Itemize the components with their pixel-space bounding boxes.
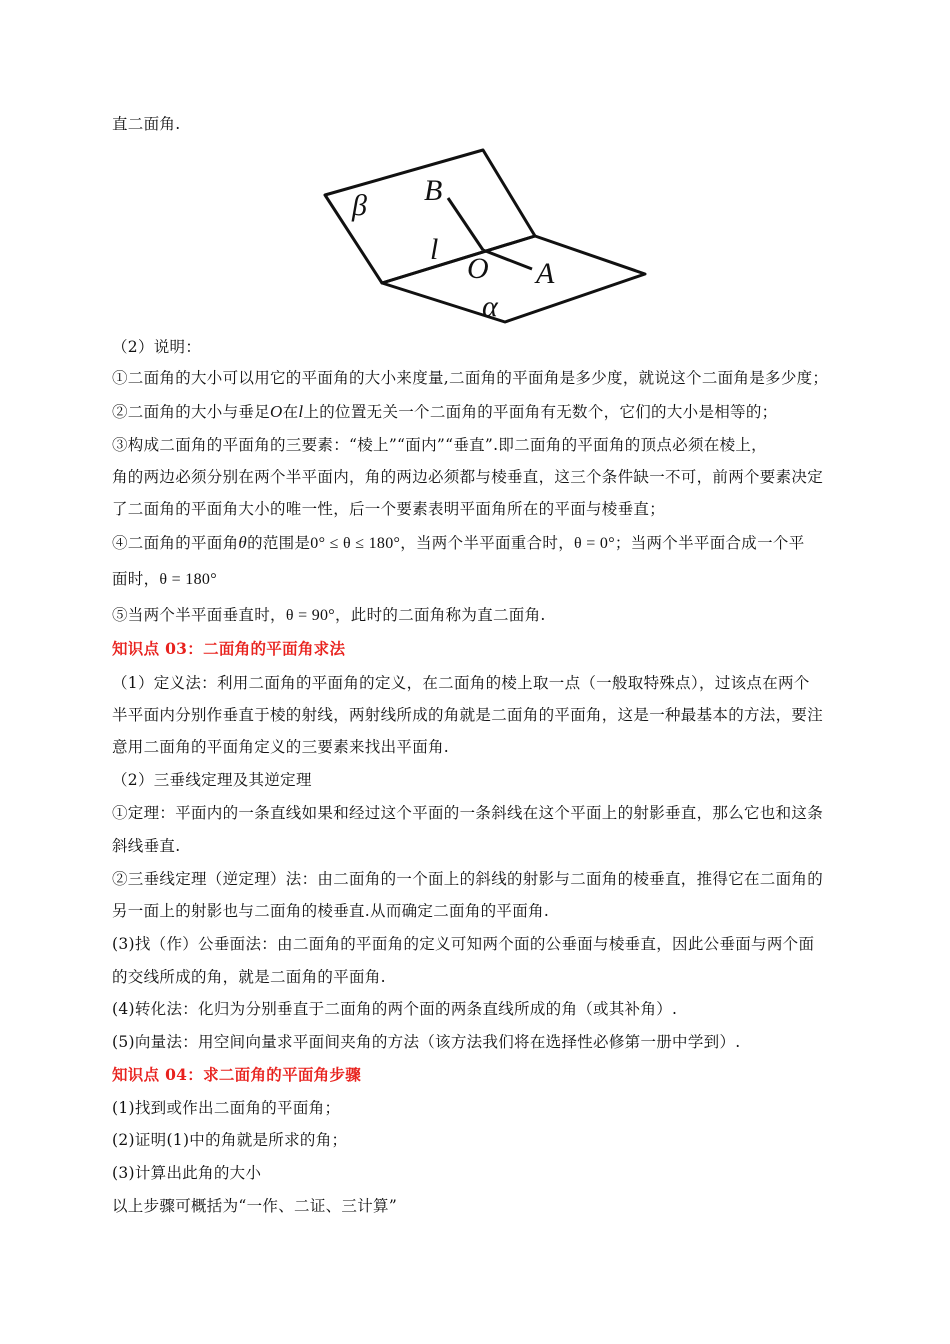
method-definition-line1: （1）定义法：利用二面角的平面角的定义，在二面角的棱上取一点（一般取特殊点），过该点在两个	[112, 674, 810, 692]
label-beta: β	[352, 189, 367, 222]
explain-p3-line1: ③构成二面角的平面角的三要素：“棱上”“面内”“垂直”.即二面角的平面角的顶点必须在棱上，	[112, 436, 767, 454]
explain-p3-line2: 角的两边必须分别在两个半平面内，角的两边必须都与棱垂直，这三个条件缺一不可，前两个要素决定	[112, 468, 824, 486]
explain-p5: ⑤当两个半平面垂直时，θ = 90°，此时的二面角称为直二面角.	[112, 606, 546, 624]
dihedral-angle-figure	[320, 140, 660, 330]
step-1: (1)找到或作出二面角的平面角；	[112, 1099, 341, 1117]
explain-p1: ①二面角的大小可以用它的平面角的大小来度量,二面角的平面角是多少度，就说这个二面角是多少度；	[112, 369, 829, 387]
method-transformation: (4)转化法：化归为分别垂直于二面角的两个面的两条直线所成的角（或其补角）.	[112, 1000, 678, 1018]
label-O: O	[467, 252, 489, 285]
heading-section-03: 知识点 03：二面角的平面角求法	[112, 639, 346, 658]
plane-alpha	[382, 236, 645, 322]
inverse-theorem-line1: ②三垂线定理（逆定理）法：由二面角的一个面上的斜线的射影与二面角的棱垂直，推得它在二面角的	[112, 870, 824, 888]
label-A: A	[536, 257, 555, 290]
ray-OB	[448, 198, 483, 250]
explain-p2: ②二面角的大小与垂足O在l上的位置无关一个二面角的平面角有无数个，它们的大小是相等的；	[112, 402, 778, 421]
step-3: (3)计算出此角的大小	[112, 1164, 262, 1182]
inverse-theorem-line2: 另一面上的射影也与二面角的棱垂直.从而确定二面角的平面角.	[112, 902, 550, 920]
method-common-perpendicular-line2: 的交线所成的角，就是二面角的平面角.	[112, 968, 386, 986]
method-common-perpendicular-line1: (3)找（作）公垂面法：由二面角的平面角的定义可知两个面的公垂面与棱垂直，因此公垂面与两个面	[112, 935, 815, 953]
label-alpha: α	[482, 290, 498, 323]
theorem-line2: 斜线垂直.	[112, 837, 181, 855]
method-definition-line2: 半平面内分别作垂直于棱的射线，两射线所成的角就是二面角的平面角，这是一种最基本的方法，要注	[112, 706, 824, 724]
explain-p4-line2: 面时，θ = 180°	[112, 570, 217, 588]
explain-p3-line3: 了二面角的平面角大小的唯一性，后一个要素表明平面角所在的平面与棱垂直；	[112, 500, 666, 518]
top-line: 直二面角.	[112, 115, 181, 133]
steps-summary: 以上步骤可概括为“一作、二证、三计算”	[112, 1197, 398, 1215]
theorem-line1: ①定理：平面内的一条直线如果和经过这个平面的一条斜线在这个平面上的射影垂直，那么它也和这条	[112, 804, 824, 822]
three-perpendiculars-title: （2）三垂线定理及其逆定理	[112, 771, 312, 789]
label-l: l	[430, 233, 439, 266]
label-B: B	[424, 174, 443, 207]
explain-title: （2）说明：	[112, 338, 202, 356]
method-vector: (5)向量法：用空间向量求平面间夹角的方法（该方法我们将在选择性必修第一册中学到）.	[112, 1033, 741, 1051]
heading-section-04: 知识点 04：求二面角的平面角步骤	[112, 1065, 362, 1084]
step-2: (2)证明(1)中的角就是所求的角；	[112, 1131, 348, 1149]
method-definition-line3: 意用二面角的平面角定义的三要素来找出平面角.	[112, 738, 450, 756]
explain-p4-line1: ④二面角的平面角θ的范围是0° ≤ θ ≤ 180°，当两个半平面重合时，θ = 0°；当两个半平面合成一个平	[112, 533, 805, 552]
ray-OA	[483, 250, 532, 269]
